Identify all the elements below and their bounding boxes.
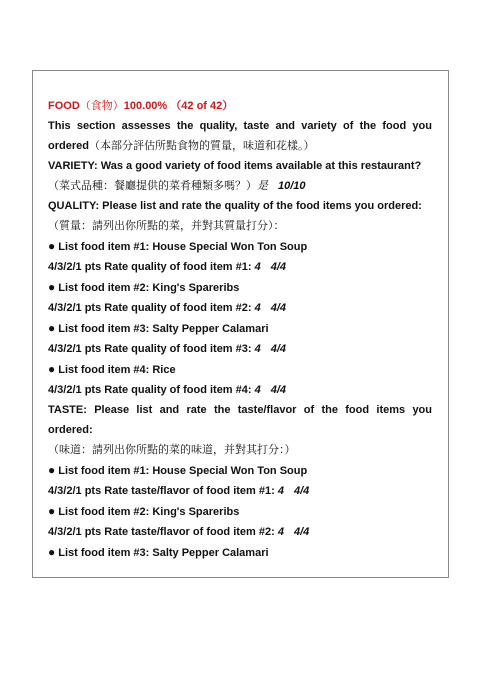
bullet-icon: ● [48,321,56,335]
rating-line [48,481,432,501]
list-item [48,501,432,522]
variety-score: 10/10 [278,180,306,192]
rating-max: 4/4 [270,343,287,355]
section-score: 100.00% [123,100,168,112]
rating-line [48,522,432,542]
variety-answer-line [48,176,432,196]
rating-line [48,380,432,400]
list-item [48,277,432,298]
food-item-label: List food item #4: Rice [58,364,176,376]
section-title: FOOD [48,100,80,112]
rating-label: 4/3/2/1 pts Rate quality of food item #3: [48,343,252,355]
rating-score: 4 [254,261,261,273]
rating-label: 4/3/2/1 pts Rate taste/flavor of food item #2: [48,526,275,538]
rating-label: 4/3/2/1 pts Rate taste/flavor of food item #1: [48,485,275,497]
rating-line [48,257,432,277]
rating-max: 4/4 [270,302,287,314]
list-item [48,318,432,339]
quality-question: QUALITY: Please list and rate the quality of the food items you ordered: [48,200,422,212]
rating-label: 4/3/2/1 pts Rate quality of food item #4: [48,384,252,396]
rating-line [48,298,432,318]
bullet-icon: ● [48,545,56,559]
list-item [48,542,432,563]
section-title-cn: （食物） [79,100,124,112]
rating-score: 4 [277,485,284,497]
rating-line [48,339,432,359]
rating-score: 4 [277,526,284,538]
intro-text: This section assesses the quality, taste and variety of the food you ordered [48,120,432,152]
quality-question-cn: （質量：請列出你所點的菜，并對其質量打分）： [48,220,285,232]
food-item-label: List food item #1: House Special Won Ton Soup [58,241,308,253]
food-section [48,96,432,563]
section-header [48,96,432,116]
list-item [48,359,432,380]
bullet-icon: ● [48,463,56,477]
rating-max: 4/4 [293,526,310,538]
section-intro [48,116,432,156]
section-count: （42 of 42） [170,100,234,112]
rating-score: 4 [254,343,261,355]
intro-text-cn: （本部分評估所點食物的質量，味道和花樣。） [88,140,315,152]
list-item [48,460,432,481]
food-item-label: List food item #2: King's Spareribs [58,506,240,518]
bullet-icon: ● [48,362,56,376]
food-item-label: List food item #3: Salty Pepper Calamari [58,323,269,335]
rating-label: 4/3/2/1 pts Rate quality of food item #2: [48,302,252,314]
list-item [48,236,432,257]
rating-max: 4/4 [293,485,310,497]
rating-max: 4/4 [270,261,287,273]
food-item-label: List food item #1: House Special Won Ton Soup [58,465,308,477]
food-item-label: List food item #3: Salty Pepper Calamari [58,547,269,559]
bullet-icon: ● [48,280,56,294]
rating-score: 4 [254,384,261,396]
rating-max: 4/4 [270,384,287,396]
variety-question-cn: （菜式品種：餐廳提供的菜肴種類多嗎？） [48,180,257,192]
bullet-icon: ● [48,504,56,518]
taste-question: TASTE: Please list and rate the taste/flavor of the food items you ordered: [48,404,432,436]
taste-question-cn: （味道：請列出你所點的菜的味道，并對其打分：） [48,444,296,456]
variety-answer: 是 [257,180,268,192]
rating-label: 4/3/2/1 pts Rate quality of food item #1: [48,261,252,273]
food-item-label: List food item #2: King's Spareribs [58,282,240,294]
bullet-icon: ● [48,239,56,253]
rating-score: 4 [254,302,261,314]
variety-question: VARIETY: Was a good variety of food items available at this restaurant? [48,160,422,172]
